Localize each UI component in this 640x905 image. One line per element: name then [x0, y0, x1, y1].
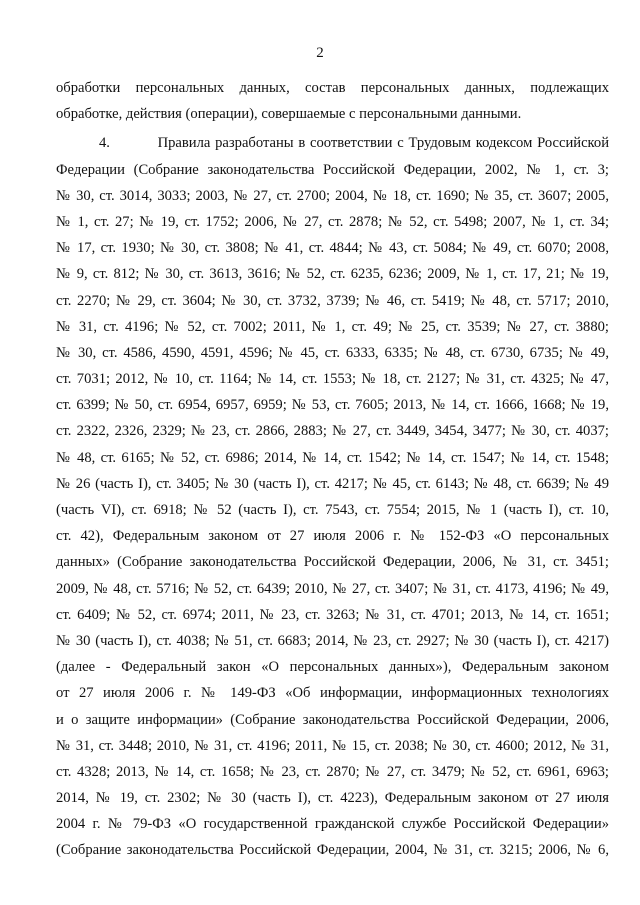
text-line: ст. 2322, 2326, 2329; № 23, ст. 2866, 2883; № 27, ст. 3449, 3454, 3477; № 30, ст. 4037; [56, 423, 609, 440]
text-line: Федерации (Собрание законодательства Российской Федерации, 2002, № 1, ст. 3; [56, 161, 609, 178]
text-line: ст. 6399; № 50, ст. 6954, 6957, 6959; № 53, ст. 7605; 2013, № 14, ст. 1666, 1668; № 19, [56, 397, 609, 414]
document-body [56, 75, 609, 864]
text-line: ст. 2270; № 29, ст. 3604; № 30, ст. 3732, 3739; № 46, ст. 5419; № 48, ст. 5717; 2010, [56, 292, 609, 309]
paragraph-processing-scope [56, 75, 609, 127]
text-line: ст. 6409; № 52, ст. 6974; 2011, № 23, ст. 3263; № 31, ст. 4701; 2013, № 14, ст. 1651; [56, 606, 609, 623]
text-line: № 48, ст. 6165; № 52, ст. 6986; 2014, № 14, ст. 1542; № 14, ст. 1547; № 14, ст. 1548; [56, 449, 609, 466]
text-line: обработке, действия (операции), совершаемые с персональными данными. [56, 106, 522, 123]
text-line: 4. Правила разработаны в соответствии с Трудовым кодексом Российской [99, 135, 609, 152]
text-line: от 27 июля 2006 г. № 149-ФЗ «Об информации, информационных технологиях [56, 685, 609, 702]
text-line: ст. 7031; 2012, № 10, ст. 1164; № 14, ст. 1553; № 18, ст. 2127; № 31, ст. 4325; № 47, [56, 371, 609, 388]
text-line: и о защите информации» (Собрание законодательства Российской Федерации, 2006, [56, 711, 609, 728]
text-line: № 1, ст. 27; № 19, ст. 1752; 2006, № 27, ст. 2878; № 52, ст. 5498; 2007, № 1, ст. 34; [56, 213, 609, 230]
text-line: № 30, ст. 3014, 3033; 2003, № 27, ст. 2700; 2004, № 18, ст. 1690; № 35, ст. 3607; 2005, [56, 187, 609, 204]
text-line: 2004 г. № 79-ФЗ «О государственной гражданской службе Российской Федерации» [56, 816, 609, 833]
paragraph-4-legal-basis [56, 130, 609, 863]
page-number: 2 [316, 45, 324, 61]
text-line: № 26 (часть I), ст. 3405; № 30 (часть I), ст. 4217; № 45, ст. 6143; № 48, ст. 6639; № 49 [56, 475, 609, 492]
text-line: (далее - Федеральный закон «О персональных данных»), Федеральным законом [56, 659, 609, 676]
text-line: 2009, № 48, ст. 5716; № 52, ст. 6439; 2010, № 27, ст. 3407; № 31, ст. 4173, 4196; № 49, [56, 580, 609, 597]
text-line: ст. 4328; 2013, № 14, ст. 1658; № 23, ст. 2870; № 27, ст. 3479; № 52, ст. 6961, 6963; [56, 763, 609, 780]
text-line: данных» (Собрание законодательства Российской Федерации, 2006, № 31, ст. 3451; [56, 554, 609, 571]
text-line: ст. 42), Федеральным законом от 27 июля 2006 г. № 152-ФЗ «О персональных [56, 528, 609, 545]
text-line: № 31, ст. 3448; 2010, № 31, ст. 4196; 2011, № 15, ст. 2038; № 30, ст. 4600; 2012, № 31, [56, 737, 609, 754]
text-line: № 30, ст. 4586, 4590, 4591, 4596; № 45, ст. 6333, 6335; № 48, ст. 6730, 6735; № 49, [56, 344, 609, 361]
text-line: (часть VI), ст. 6918; № 52 (часть I), ст. 7543, ст. 7554; 2015, № 1 (часть I), ст. 10, [56, 502, 609, 518]
text-line: № 30 (часть I), ст. 4038; № 51, ст. 6683; 2014, № 23, ст. 2927; № 30 (часть I), ст. 4217) [56, 632, 609, 649]
text-line: № 9, ст. 812; № 30, ст. 3613, 3616; № 52, ст. 6235, 6236; 2009, № 1, ст. 17, 21; № 19, [56, 266, 609, 283]
text-line: № 17, ст. 1930; № 30, ст. 3808; № 41, ст. 4844; № 43, ст. 5084; № 49, ст. 6070; 2008, [56, 240, 609, 257]
text-line: № 31, ст. 4196; № 52, ст. 7002; 2011, № 1, ст. 49; № 25, ст. 3539; № 27, ст. 3880; [56, 318, 609, 335]
text-line: 2014, № 19, ст. 2302; № 30 (часть I), ст. 4223), Федеральным законом от 27 июля [56, 790, 609, 807]
text-line: обработки персональных данных, состав персональных данных, подлежащих [56, 80, 609, 96]
text-line: (Собрание законодательства Российской Федерации, 2004, № 31, ст. 3215; 2006, № 6, [56, 842, 609, 859]
